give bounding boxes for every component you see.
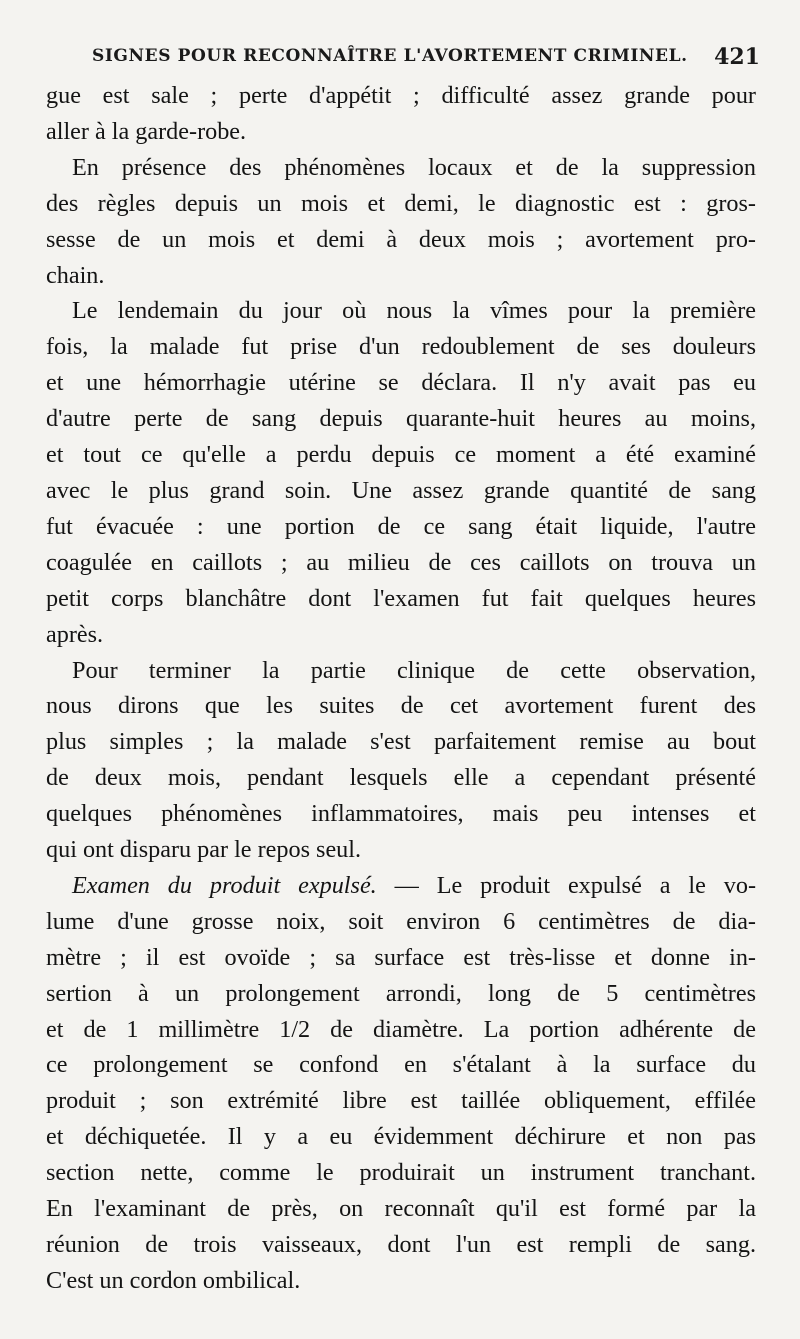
running-head: SIGNES POUR RECONNAÎTRE L'AVORTEMENT CRIMINEL. xyxy=(92,46,688,66)
text-line: gue est sale ; perte d'appétit ; difficulté assez grande pour xyxy=(46,82,756,109)
body-text xyxy=(46,78,756,1299)
text-line: En présence des phénomènes locaux et de la suppression xyxy=(72,153,756,181)
text-line: sesse de un mois et demi à deux mois ; avortement pro- xyxy=(46,225,756,253)
text-line: coagulée en caillots ; au milieu de ces caillots on trouva un xyxy=(46,548,756,576)
text-line: de deux mois, pendant lesquels elle a cependant présenté xyxy=(46,764,756,792)
paragraph xyxy=(46,78,756,150)
text-line: C'est un cordon ombilical. xyxy=(46,1266,301,1294)
text-line: mètre ; il est ovoïde ; sa surface est très-lisse et donne in- xyxy=(46,943,756,971)
text-line: fut évacuée : une portion de ce sang était liquide, l'autre xyxy=(46,512,756,540)
text-line: Pour terminer la partie clinique de cette observation, xyxy=(72,656,756,684)
text-line: après. xyxy=(46,620,104,648)
text-line: plus simples ; la malade s'est parfaitement remise au bout xyxy=(46,728,756,756)
text-line: aller à la garde-robe. xyxy=(46,117,247,145)
text-line: quelques phénomènes inflammatoires, mais peu intenses et xyxy=(46,800,756,828)
text-span: — Le produit expulsé a le vo- xyxy=(376,871,756,899)
text-line: section nette, comme le produirait un instrument tranchant. xyxy=(46,1159,756,1187)
text-line: d'autre perte de sang depuis quarante-huit heures au moins, xyxy=(46,405,756,433)
paragraph xyxy=(46,150,756,294)
paragraph xyxy=(46,653,756,868)
text-line: chain. xyxy=(46,261,105,289)
text-line: et de 1 millimètre 1/2 de diamètre. La portion adhérente de xyxy=(46,1015,756,1043)
text-line: fois, la malade fut prise d'un redoublement de ses douleurs xyxy=(46,333,756,361)
text-line: nous dirons que les suites de cet avortement furent des xyxy=(46,692,756,720)
text-line: et une hémorrhagie utérine se déclara. Il n'y avait pas eu xyxy=(46,369,756,397)
page-number: 421 xyxy=(714,44,760,70)
text-line: ce prolongement se confond en s'étalant à la surface du xyxy=(46,1051,756,1079)
text-line: lume d'une grosse noix, soit environ 6 centimètres de dia- xyxy=(46,907,756,935)
text-line: et déchiquetée. Il y a eu évidemment déchirure et non pas xyxy=(46,1123,756,1151)
paragraph xyxy=(46,868,756,1299)
text-line: qui ont disparu par le repos seul. xyxy=(46,836,362,864)
text-line: En l'examinant de près, on reconnaît qu'il est formé par la xyxy=(46,1195,756,1223)
text-line: sertion à un prolongement arrondi, long de 5 centimètres xyxy=(46,979,756,1007)
text-line: réunion de trois vaisseaux, dont l'un est rempli de sang. xyxy=(46,1231,756,1258)
paragraph xyxy=(46,293,756,652)
page-header xyxy=(92,44,760,74)
section-lead: Examen du produit expulsé. xyxy=(72,871,377,899)
text-line: des règles depuis un mois et demi, le diagnostic est : gros- xyxy=(46,189,756,217)
text-line xyxy=(46,868,756,904)
text-line: et tout ce qu'elle a perdu depuis ce moment a été examiné xyxy=(46,441,756,469)
text-line: petit corps blanchâtre dont l'examen fut fait quelques heures xyxy=(46,584,756,612)
text-line: produit ; son extrémité libre est taillée obliquement, effilée xyxy=(46,1087,756,1115)
text-line: avec le plus grand soin. Une assez grande quantité de sang xyxy=(46,476,756,504)
text-line: Le lendemain du jour où nous la vîmes pour la première xyxy=(72,297,756,325)
